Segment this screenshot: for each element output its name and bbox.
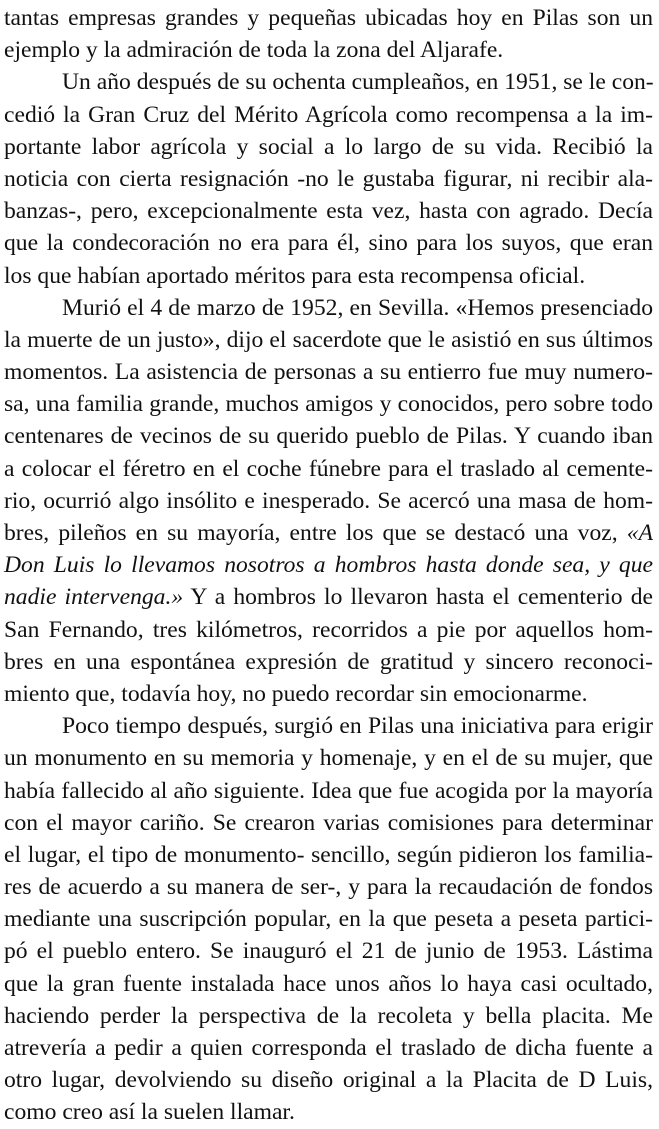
body-text: haciendo perder la perspectiva de la recoleta y bella placita. Me bbox=[4, 1002, 653, 1029]
text-line bbox=[4, 710, 653, 742]
text-line bbox=[4, 678, 653, 710]
text-line bbox=[4, 66, 653, 98]
body-text: bres, pileños en su mayoría, entre los que se destacó una voz, bbox=[4, 520, 627, 546]
text-line bbox=[4, 292, 653, 324]
body-text: San Fernando, tres kilómetros, recorridos a pie por aquellos hom- bbox=[4, 616, 653, 643]
text-line bbox=[4, 195, 653, 227]
text-line bbox=[4, 549, 653, 581]
paragraph bbox=[4, 66, 653, 291]
body-text: a colocar el féretro en el coche fúnebre para el traslado al cemente- bbox=[4, 455, 653, 482]
paragraph bbox=[4, 292, 653, 710]
text-line bbox=[4, 807, 653, 839]
body-text: momentos. La asistencia de personas a su entierro fue muy numero- bbox=[4, 359, 653, 386]
text-line bbox=[4, 453, 653, 485]
body-text: había fallecido al año siguiente. Idea que fue acogida por la mayoría bbox=[4, 777, 653, 804]
body-text: portante labor agrícola y social a lo largo de su vida. Recibió la bbox=[4, 133, 653, 160]
text-line bbox=[4, 388, 653, 420]
text-line bbox=[4, 935, 653, 967]
text-line bbox=[4, 99, 653, 131]
text-line bbox=[4, 839, 653, 871]
body-text: los que habían aportado méritos para esta recompensa oficial. bbox=[4, 262, 586, 289]
text-line bbox=[4, 356, 653, 388]
text-line bbox=[4, 1096, 653, 1128]
body-text: Poco tiempo después, surgió en Pilas una iniciativa para erigir bbox=[62, 713, 653, 740]
paragraph bbox=[4, 710, 653, 1128]
body-text: banzas-, pero, excepcionalmente esta vez, hasta con agrado. Decía bbox=[4, 198, 653, 225]
text-line bbox=[4, 420, 653, 452]
text-line bbox=[4, 1064, 653, 1096]
body-text: Un año después de su ochenta cumpleaños, en 1951, se le con- bbox=[62, 69, 654, 96]
body-text: bres en una espontánea expresión de gratitud y sincero reconoci- bbox=[4, 648, 653, 675]
text-line bbox=[4, 260, 653, 292]
text-line bbox=[4, 131, 653, 163]
text-line bbox=[4, 968, 653, 1000]
body-text: res de acuerdo a su manera de ser-, y para la recaudación de fondos bbox=[4, 874, 653, 901]
body-text: mediante una suscripción popular, en la que peseta a peseta partici- bbox=[4, 906, 653, 933]
body-text: cedió la Gran Cruz del Mérito Agrícola como recompensa a la im- bbox=[4, 101, 653, 128]
body-text: que la condecoración no era para él, sino para los suyos, que eran bbox=[4, 230, 653, 257]
paragraph bbox=[4, 2, 653, 66]
text-line bbox=[4, 775, 653, 807]
text-line bbox=[4, 485, 653, 517]
text-line bbox=[4, 1032, 653, 1064]
body-text: Y a hombros lo llevaron hasta el cementerio de bbox=[183, 584, 653, 611]
body-text: atrevería a pedir a quien corresponda el traslado de dicha fuente a bbox=[4, 1035, 653, 1061]
text-line bbox=[4, 903, 653, 935]
body-text: con el mayor cariño. Se crearon varias comisiones para determinar bbox=[4, 809, 653, 836]
text-line bbox=[4, 581, 653, 613]
body-text: rio, ocurrió algo insólito e inesperado. Se acercó una masa de hom- bbox=[4, 487, 653, 514]
body-text: ejemplo y la admiración de toda la zona del Aljarafe. bbox=[4, 37, 504, 64]
italic-quote-text: Don Luis lo llevamos nosotros a hombros hasta donde sea, y que bbox=[4, 552, 653, 579]
body-text: pó el pueblo entero. Se inauguró el 21 de junio de 1953. Lástima bbox=[4, 938, 653, 965]
text-line bbox=[4, 324, 653, 356]
body-text: Murió el 4 de marzo de 1952, en Sevilla. «Hemos presenciado bbox=[62, 294, 653, 321]
body-text: sa, una familia grande, muchos amigos y conocidos, pero sobre todo bbox=[4, 391, 653, 418]
text-line bbox=[4, 34, 653, 66]
body-text: miento que, todavía hoy, no puedo recordar sin emocionarme. bbox=[4, 680, 588, 707]
text-line bbox=[4, 227, 653, 259]
text-line bbox=[4, 742, 653, 774]
text-line bbox=[4, 1000, 653, 1032]
body-text: noticia con cierta resignación -no le gustaba figurar, ni recibir ala- bbox=[4, 165, 653, 192]
italic-quote-text: «A bbox=[626, 520, 653, 546]
text-line bbox=[4, 614, 653, 646]
text-line bbox=[4, 517, 653, 549]
italic-quote-text: nadie intervenga.» bbox=[4, 584, 184, 611]
body-text: otro lugar, devolviendo su diseño original a la Placita de D Luis, bbox=[4, 1067, 653, 1094]
text-line bbox=[4, 646, 653, 678]
body-text: tantas empresas grandes y pequeñas ubicadas hoy en Pilas son un bbox=[4, 5, 653, 31]
body-text: un monumento en su memoria y homenaje, y en el de su mujer, que bbox=[4, 745, 653, 772]
text-line bbox=[4, 163, 653, 195]
body-text: la muerte de un justo», dijo el sacerdote que le asistió en sus últimos bbox=[4, 326, 653, 353]
text-line bbox=[4, 871, 653, 903]
body-text: que la gran fuente instalada hace unos años lo haya casi ocultado, bbox=[4, 970, 653, 997]
text-line bbox=[4, 2, 653, 34]
body-text: el lugar, el tipo de monumento- sencillo, según pidieron los familia- bbox=[4, 841, 653, 868]
body-text: como creo así la suelen llamar. bbox=[4, 1099, 295, 1126]
body-text: centenares de vecinos de su querido pueblo de Pilas. Y cuando iban bbox=[4, 423, 653, 450]
